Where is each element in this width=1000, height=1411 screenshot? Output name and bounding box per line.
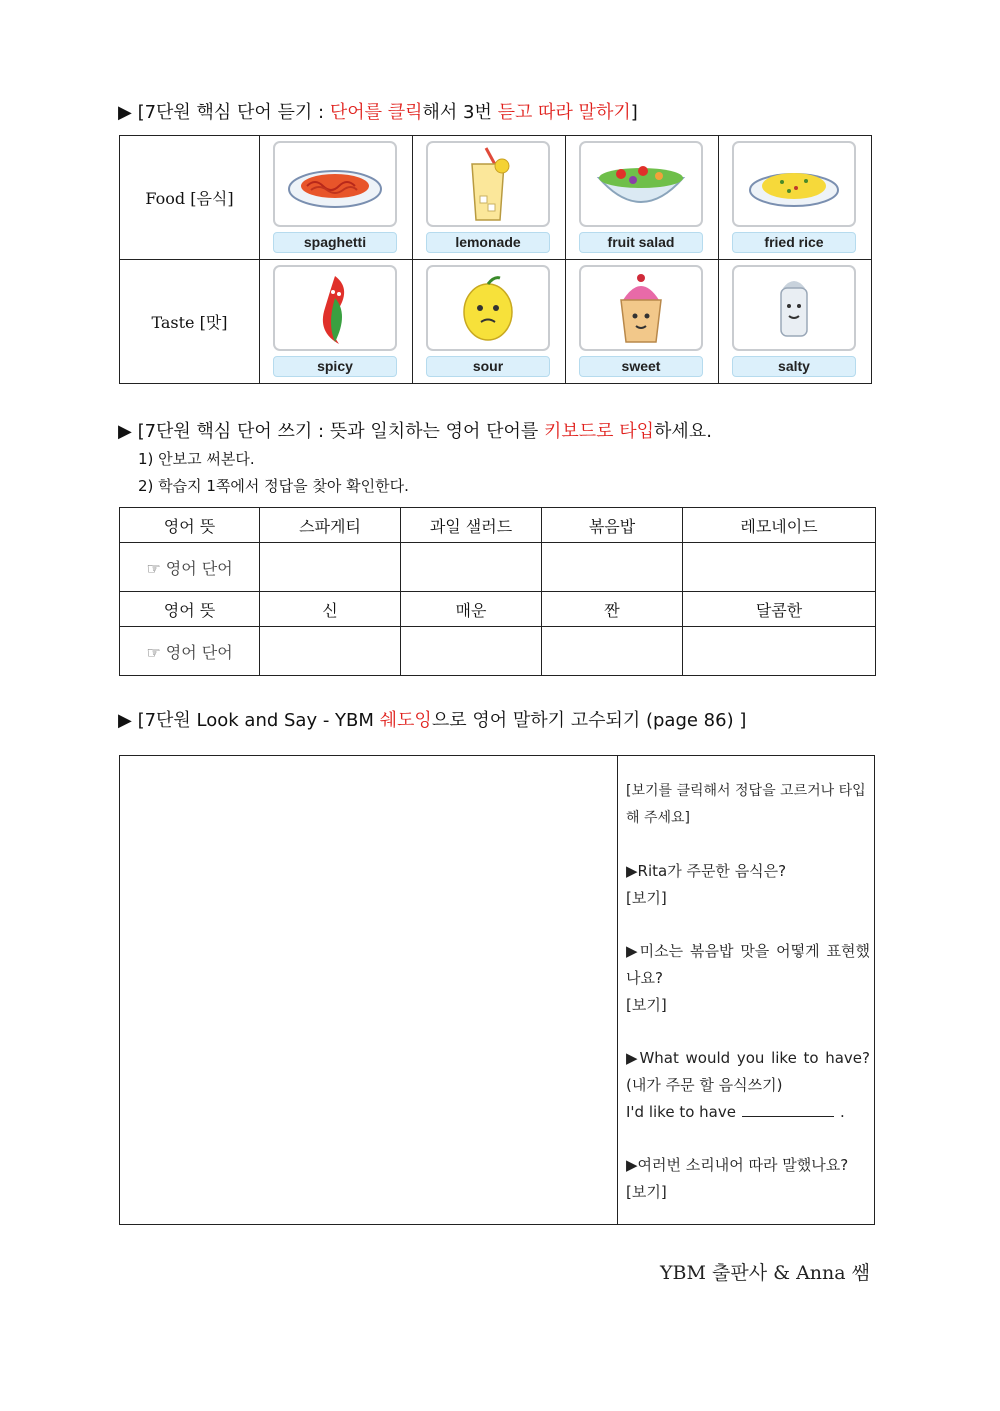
answer-input-fried-rice[interactable] (542, 543, 683, 592)
question-4: ▶여러번 소리내어 따라 말했나요? (626, 1156, 849, 1174)
section1-prefix: ▶ [7단원 핵심 단어 듣기 : (118, 102, 330, 123)
salt-shaker-icon[interactable] (732, 265, 856, 351)
taste-label: Taste [맛] (120, 260, 260, 384)
answer-blank-input[interactable] (742, 1101, 834, 1117)
word-card-fried-rice[interactable] (732, 141, 858, 255)
meaning-label: 영어 뜻 (120, 592, 260, 627)
section2-suffix: 하세요. (654, 421, 712, 442)
vocab-cell-spicy (260, 260, 413, 384)
section3-red-shadowing: 쉐도잉 (379, 710, 432, 731)
vocab-cell-spaghetti (260, 136, 413, 260)
meaning-cell: 달콤한 (683, 592, 876, 627)
section2-heading (118, 417, 712, 443)
question-2-choice[interactable]: [보기] (626, 996, 667, 1014)
answer-input-sour[interactable] (260, 627, 401, 676)
section1-red-click: 단어를 클릭 (329, 102, 423, 123)
answer-suffix: . (839, 1103, 845, 1121)
answer-input-sweet[interactable] (683, 627, 876, 676)
answer-input-spaghetti[interactable] (260, 543, 401, 592)
word-label-lemonade[interactable]: lemonade (426, 232, 550, 253)
cupcake-icon[interactable] (579, 265, 703, 351)
word-card-salty[interactable] (732, 265, 858, 379)
answer-input-salty[interactable] (542, 627, 683, 676)
section3-heading (118, 706, 746, 732)
vocab-cell-lemonade (413, 136, 566, 260)
word-card-sweet[interactable] (579, 265, 705, 379)
question-panel (626, 778, 870, 1206)
question-1-choice[interactable]: [보기] (626, 889, 667, 907)
fried-rice-icon[interactable] (732, 141, 856, 227)
word-card-spaghetti[interactable] (273, 141, 399, 255)
question-2: ▶미소는 볶음밥 맛을 어떻게 표현했나요? (626, 942, 870, 987)
meaning-cell: 매운 (401, 592, 542, 627)
divider (617, 756, 618, 1224)
vocab-cell-sweet (566, 260, 719, 384)
word-label: ☞ 영어 단어 (120, 627, 260, 676)
word-label-salty[interactable]: salty (732, 356, 856, 377)
meaning-cell: 스파게티 (260, 508, 401, 543)
video-area[interactable] (120, 756, 617, 1224)
meaning-cell: 과일 샐러드 (401, 508, 542, 543)
footer-credit: YBM 출판사 & Anna 쌤 (660, 1262, 870, 1284)
meaning-cell: 신 (260, 592, 401, 627)
word-card-lemonade[interactable] (426, 141, 552, 255)
question-3: ▶What would you like to have?(내가 주문 할 음식쓰기) (626, 1049, 870, 1094)
word-card-sour[interactable] (426, 265, 552, 379)
meaning-row-1 (120, 508, 876, 543)
vocab-cell-salty (719, 260, 872, 384)
question-1: ▶Rita가 주문한 음식은? (626, 862, 787, 880)
word-card-fruit-salad[interactable] (579, 141, 705, 255)
meaning-cell: 레모네이드 (683, 508, 876, 543)
section2-red-type: 키보드로 타입 (543, 421, 655, 442)
lemon-icon[interactable] (426, 265, 550, 351)
write-table (119, 507, 876, 676)
spaghetti-icon[interactable] (273, 141, 397, 227)
word-label-fruit-salad[interactable]: fruit salad (579, 232, 703, 253)
meaning-label: 영어 뜻 (120, 508, 260, 543)
step-1: 1) 안보고 써본다. (138, 450, 255, 468)
food-label: Food [음식] (120, 136, 260, 260)
word-label-spaghetti[interactable]: spaghetti (273, 232, 397, 253)
answer-input-lemonade[interactable] (683, 543, 876, 592)
chili-pepper-icon[interactable] (273, 265, 397, 351)
section1-suffix: ] (630, 102, 638, 123)
vocab-cell-fried-rice (719, 136, 872, 260)
word-label: ☞ 영어 단어 (120, 543, 260, 592)
answer-prefix: I'd like to have (626, 1103, 736, 1121)
word-card-spicy[interactable] (273, 265, 399, 379)
word-label-spicy[interactable]: spicy (273, 356, 397, 377)
food-row (120, 136, 872, 260)
meaning-cell: 짠 (542, 592, 683, 627)
meaning-row-2 (120, 592, 876, 627)
section3-suffix: 으로 영어 말하기 고수되기 (page 86) ] (431, 710, 747, 731)
word-label-fried-rice[interactable]: fried rice (732, 232, 856, 253)
word-label-sour[interactable]: sour (426, 356, 550, 377)
lemonade-icon[interactable] (426, 141, 550, 227)
answer-input-fruit-salad[interactable] (401, 543, 542, 592)
fruit-salad-icon[interactable] (579, 141, 703, 227)
section3-prefix: ▶ [7단원 Look and Say - YBM (118, 710, 380, 731)
answer-row-1 (120, 543, 876, 592)
section1-heading (118, 98, 638, 124)
vocab-cell-fruit-salad (566, 136, 719, 260)
section1-red-listen: 듣고 따라 말하기 (497, 102, 631, 123)
answer-row-2 (120, 627, 876, 676)
look-and-say-box (119, 755, 875, 1225)
answer-input-spicy[interactable] (401, 627, 542, 676)
word-label-sweet[interactable]: sweet (579, 356, 703, 377)
section1-mid: 해서 3번 (422, 102, 498, 123)
taste-row (120, 260, 872, 384)
question-4-choice[interactable]: [보기] (626, 1183, 667, 1201)
question-3-answer (626, 1099, 870, 1126)
vocab-table (119, 135, 872, 384)
panel-instruction: [보기를 클릭해서 정답을 고르거나 타입해 주세요] (626, 783, 866, 826)
vocab-cell-sour (413, 260, 566, 384)
step-2: 2) 학습지 1쪽에서 정답을 찾아 확인한다. (138, 477, 409, 495)
section2-prefix: ▶ [7단원 핵심 단어 쓰기 : 뜻과 일치하는 영어 단어를 (118, 421, 544, 442)
meaning-cell: 볶음밥 (542, 508, 683, 543)
